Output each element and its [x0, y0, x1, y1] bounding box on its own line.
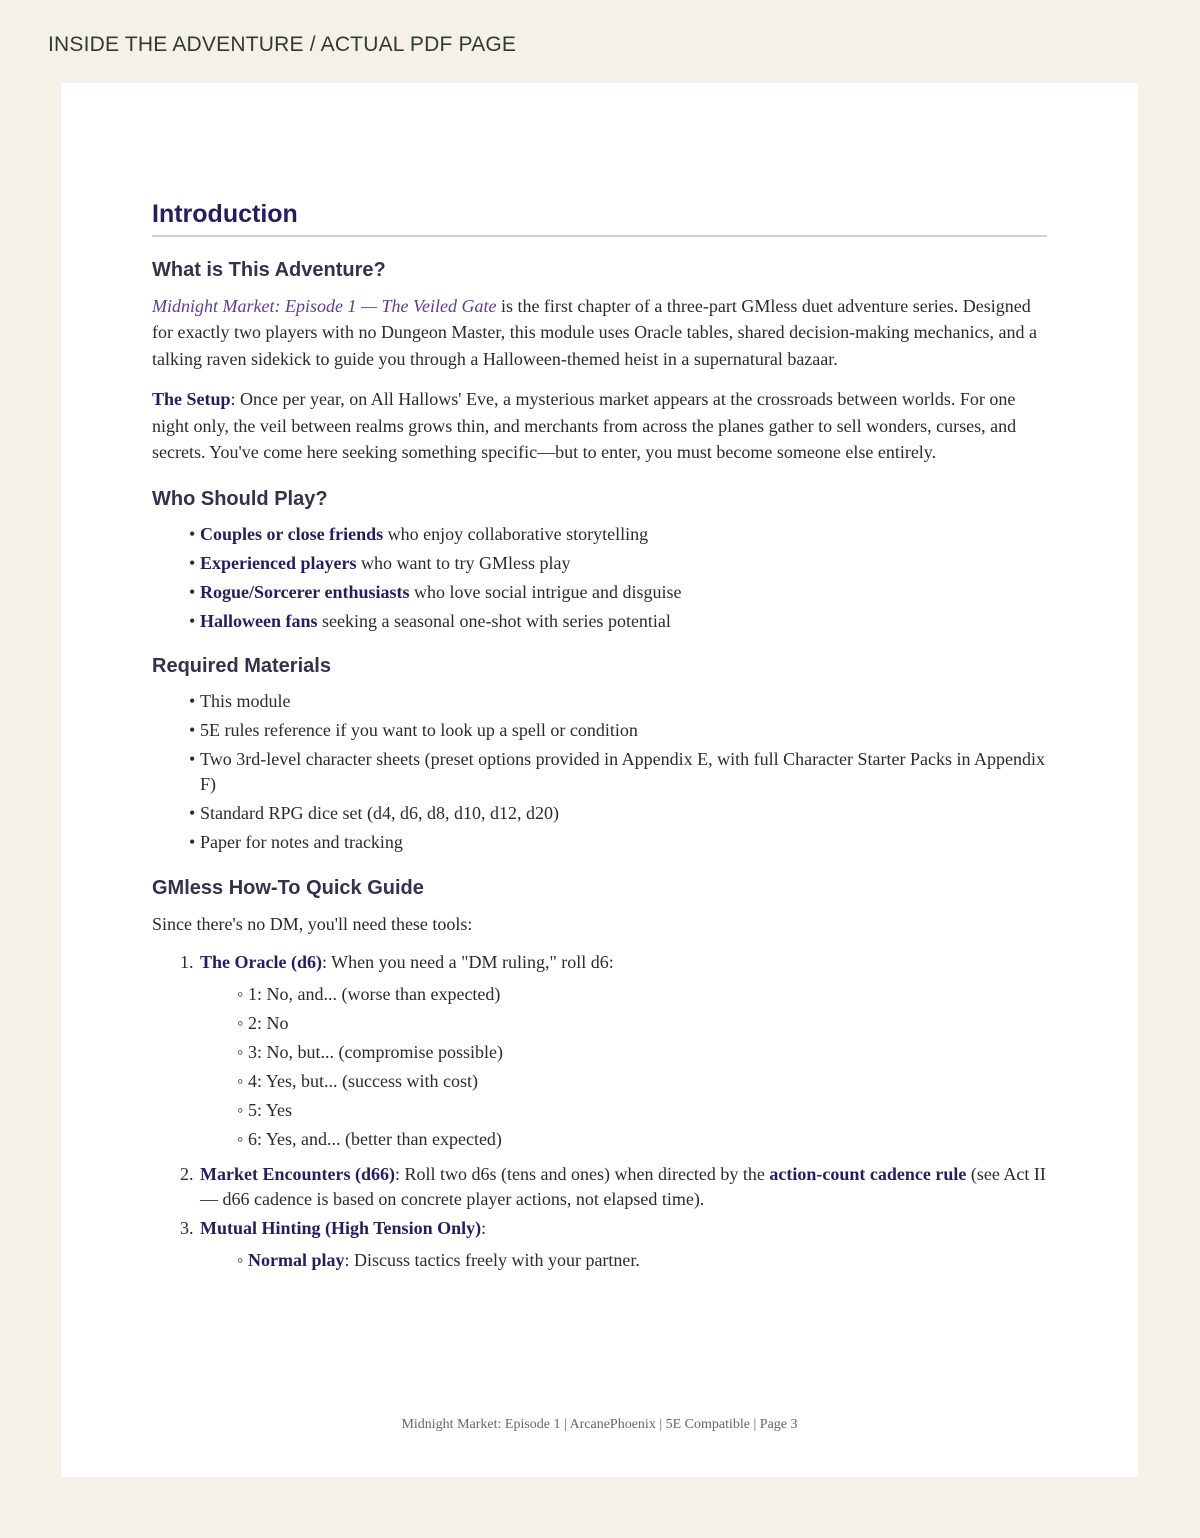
list-item: • Paper for notes and tracking	[189, 830, 1047, 855]
tool-text: (see Act II — d66 cadence is based on concrete player actions, not elapsed time).	[200, 1164, 1046, 1209]
cadence-rule-bold: action-count cadence rule	[769, 1164, 967, 1184]
list-item-text: who enjoy collaborative storytelling	[383, 523, 649, 544]
list-item: ◦ 5: Yes	[237, 1098, 1047, 1123]
introduction-heading: Introduction	[152, 201, 1047, 237]
list-number: 1.	[180, 952, 194, 972]
hinting-list	[200, 1248, 1047, 1273]
list-item-text: who love social intrigue and disguise	[409, 581, 682, 602]
page-caption: INSIDE THE ADVENTURE / ACTUAL PDF PAGE	[48, 33, 517, 56]
what-is-text: is the first chapter of a three-part GMless duet adventure series. Designed for exactly two players with no Dungeon Master, this module uses Oracle tables, shared decision-making mechanics, and a talking raven sidekick to guide you through a Halloween-themed heist in a supernatural bazaar.	[152, 295, 1038, 369]
list-item: • Standard RPG dice set (d4, d6, d8, d10, d12, d20)	[189, 801, 1047, 826]
list-item-text: : Discuss tactics freely with your partner.	[344, 1250, 640, 1270]
list-item-text: who want to try GMless play	[356, 552, 571, 573]
materials-list	[152, 689, 1047, 855]
list-item	[189, 580, 1047, 605]
tool-name: Mutual Hinting (High Tension Only)	[200, 1218, 482, 1238]
list-number: 2.	[180, 1164, 194, 1184]
list-item: • Two 3rd-level character sheets (preset options provided in Appendix E, with full Character Starter Packs in Appendix F)	[189, 747, 1047, 797]
who-list	[152, 522, 1047, 634]
list-item	[189, 609, 1047, 634]
page-content	[152, 201, 1047, 1277]
list-item-bold: Experienced players	[200, 552, 357, 573]
quick-guide-intro: Since there's no DM, you'll need these tools:	[152, 913, 473, 934]
tool-text: :	[481, 1218, 487, 1238]
list-item-bold: Normal play	[248, 1250, 345, 1270]
page-footer: Midnight Market: Episode 1 | ArcanePhoenix | 5E Compatible | Page 3	[401, 1417, 798, 1432]
tool-name: Market Encounters (d66)	[200, 1164, 395, 1184]
list-item: ◦ 4: Yes, but... (success with cost)	[237, 1069, 1047, 1094]
what-is-paragraph	[152, 293, 1047, 373]
list-item: • 5E rules reference if you want to look up a spell or condition	[189, 718, 1047, 743]
list-item	[189, 522, 1047, 547]
list-item-text: seeking a seasonal one-shot with series potential	[317, 610, 671, 631]
tool-text: : When you need a "DM ruling," roll d6:	[321, 952, 614, 972]
list-item-bold: Rogue/Sorcerer enthusiasts	[200, 581, 410, 602]
what-is-heading: What is This Adventure?	[152, 258, 386, 281]
setup-label: The Setup	[152, 389, 231, 409]
tool-name: The Oracle (d6)	[200, 952, 322, 972]
list-item	[237, 1248, 1047, 1273]
required-materials-heading: Required Materials	[152, 654, 331, 677]
tool-item-oracle	[180, 950, 1047, 1152]
list-item: ◦ 3: No, but... (compromise possible)	[237, 1040, 1047, 1065]
setup-text: : Once per year, on All Hallows' Eve, a mysterious market appears at the crossroads between worlds. For one night only, the veil between realms grows thin, and merchants from across the planes gather to sell wonders, curses, and secrets. You've come here seeking something specific—but to enter, you must become someone else entirely.	[152, 389, 1017, 462]
adventure-title-em: Midnight Market: Episode 1 — The Veiled Gate	[152, 295, 497, 316]
list-item: ◦ 6: Yes, and... (better than expected)	[237, 1127, 1047, 1152]
who-should-play-heading: Who Should Play?	[152, 487, 328, 510]
list-item-bold: Halloween fans	[200, 610, 318, 631]
list-item: ◦ 2: No	[237, 1011, 1047, 1036]
pdf-page	[61, 83, 1138, 1477]
setup-paragraph	[152, 386, 1047, 466]
list-number: 3.	[180, 1218, 194, 1238]
tool-item-hinting	[180, 1216, 1047, 1273]
tool-text: : Roll two d6s (tens and ones) when directed by the	[394, 1164, 770, 1184]
tool-item-encounters	[180, 1162, 1047, 1212]
oracle-results-list	[200, 982, 1047, 1152]
quick-guide-heading: GMless How-To Quick Guide	[152, 876, 424, 899]
list-item: • This module	[189, 689, 1047, 714]
list-item: ◦ 1: No, and... (worse than expected)	[237, 982, 1047, 1007]
list-item	[189, 551, 1047, 576]
list-item-bold: Couples or close friends	[200, 523, 384, 544]
tools-list	[152, 950, 1047, 1273]
